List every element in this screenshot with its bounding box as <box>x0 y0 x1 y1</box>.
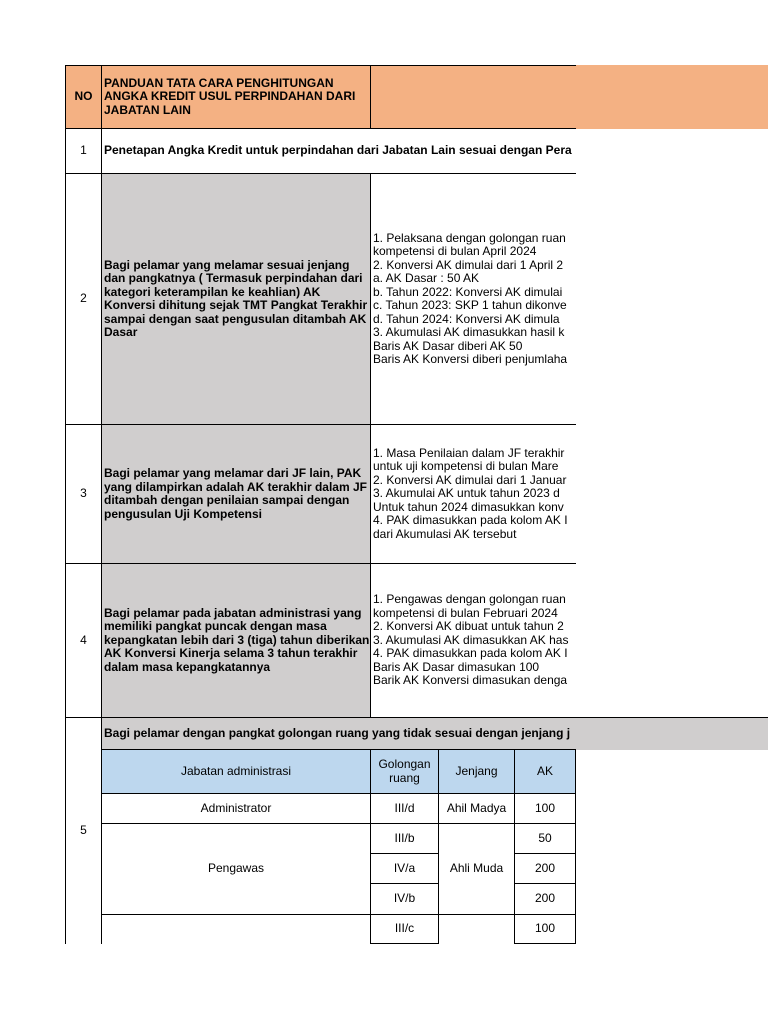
subtable-cell-golongan: IV/b <box>370 883 439 915</box>
detail-line: 4. PAK dimasukkan pada kolom AK I <box>373 513 568 528</box>
header-no: NO <box>65 65 102 129</box>
detail-line: 1. Masa Penilaian dalam JF terakhir <box>373 445 565 460</box>
detail-line: Barik AK Konversi dimasukan denga <box>373 673 568 688</box>
detail-line: d. Tahun 2024: Konversi AK dimula <box>373 311 560 326</box>
detail-line: Baris AK Dasar dimasukan 100 <box>373 659 540 674</box>
header-blank-left <box>370 65 576 129</box>
detail-line: 3. Akumulasi AK dimasukkan hasil k <box>373 325 565 339</box>
detail-line: kompetensi di bulan Februari 2024 <box>373 605 558 620</box>
subtable-cell-golongan: III/c <box>370 914 439 944</box>
subtable-cell-ak: 100 <box>514 914 576 944</box>
detail-line: dari Akumulasi AK tersebut <box>373 526 517 541</box>
subtable-cell-jenjang-pengawas: Ahli Muda <box>438 823 515 915</box>
row-3-no: 3 <box>65 424 102 564</box>
header-blank-right <box>576 65 768 129</box>
row-2-no: 2 <box>65 173 102 425</box>
detail-line: Baris AK Dasar diberi AK 50 <box>373 338 523 353</box>
row-2-criteria: Bagi pelamar yang melamar sesuai jenjang dan pangkatnya ( Termasuk perpindahan dari kategori keterampilan ke keahlian) AK Konversi dihitung sejak TMT Pangkat Terakhir sampai dengan saat pengusulan ditambah AK Dasar <box>101 173 371 425</box>
subtable-cell-jabatan-empty <box>101 914 371 944</box>
row-3-criteria: Bagi pelamar yang melamar dari JF lain, PAK yang dilampirkan adalah AK terakhir dalam JF ditambah dengan penilaian sampai dengan pengusulan Uji Kompetensi <box>101 424 371 564</box>
subtable-cell-golongan: III/b <box>370 823 439 854</box>
detail-line: 1. Pelaksana dengan golongan ruan <box>373 230 566 245</box>
detail-line: a. AK Dasar : 50 AK <box>373 271 480 285</box>
detail-line: 3. Akumulai AK untuk tahun 2023 d <box>373 486 560 501</box>
detail-line: 4. PAK dimasukkan pada kolom AK I <box>373 646 568 661</box>
subtable-header-jabatan: Jabatan administrasi <box>101 749 371 794</box>
subtable-header-jenjang: Jenjang <box>438 749 515 794</box>
subtable-header-ak: AK <box>514 749 576 794</box>
detail-line: c. Tahun 2023: SKP 1 tahun dikonve <box>373 298 567 312</box>
subtable-cell-ak: 100 <box>514 793 576 824</box>
header-title: PANDUAN TATA CARA PENGHITUNGAN ANGKA KREDIT USUL PERPINDAHAN DARI JABATAN LAIN <box>101 65 371 129</box>
detail-line: b. Tahun 2022: Konversi AK dimulai <box>373 284 563 299</box>
detail-line: Baris AK Konversi diberi penjumlaha <box>373 352 568 366</box>
row-5-no: 5 <box>65 717 102 944</box>
subtable-cell-ak: 200 <box>514 853 576 884</box>
subtable-cell-jabatan-pengawas: Pengawas <box>101 823 371 915</box>
row-4-no: 4 <box>65 563 102 718</box>
detail-line: 1. Pengawas dengan golongan ruan <box>373 592 566 607</box>
detail-line: 3. Akumulasi AK dimasukkan AK has <box>373 632 569 647</box>
row-5-title: Bagi pelamar dengan pangkat golongan ruang yang tidak sesuai dengan jenjang j <box>101 717 768 750</box>
subtable-cell-jenjang: Ahil Madya <box>438 793 515 824</box>
row-3-details <box>370 424 576 564</box>
detail-line: untuk uji kompetensi di bulan Mare <box>373 459 559 474</box>
subtable-cell-ak: 50 <box>514 823 576 854</box>
row-4-details <box>370 563 576 718</box>
row-1-no: 1 <box>65 128 102 174</box>
detail-line: 2. Konversi AK dimulai dari 1 April 2 <box>373 257 564 272</box>
subtable-header-golongan: Golongan ruang <box>370 749 439 794</box>
row-1-text: Penetapan Angka Kredit untuk perpindahan dari Jabatan Lain sesuai dengan Pera <box>101 128 576 174</box>
subtable-cell-ak: 200 <box>514 883 576 915</box>
subtable-cell-golongan: IV/a <box>370 853 439 884</box>
detail-line: 2. Konversi AK dimulai dari 1 Januar <box>373 472 567 487</box>
detail-line: Untuk tahun 2024 dimasukkan konv <box>373 499 564 514</box>
row-2-details <box>370 173 576 425</box>
detail-line: kompetensi di bulan April 2024 <box>373 244 537 258</box>
row-4-criteria: Bagi pelamar pada jabatan administrasi yang memiliki pangkat puncak dengan masa kepangkatan lebih dari 3 (tiga) tahun diberikan AK Konversi Kinerja selama 3 tahun terakhir dalam masa kepangkatannya <box>101 563 371 718</box>
subtable-cell-jabatan: Administrator <box>101 793 371 824</box>
subtable-cell-golongan: III/d <box>370 793 439 824</box>
detail-line: 2. Konversi AK dibuat untuk tahun 2 <box>373 619 564 634</box>
